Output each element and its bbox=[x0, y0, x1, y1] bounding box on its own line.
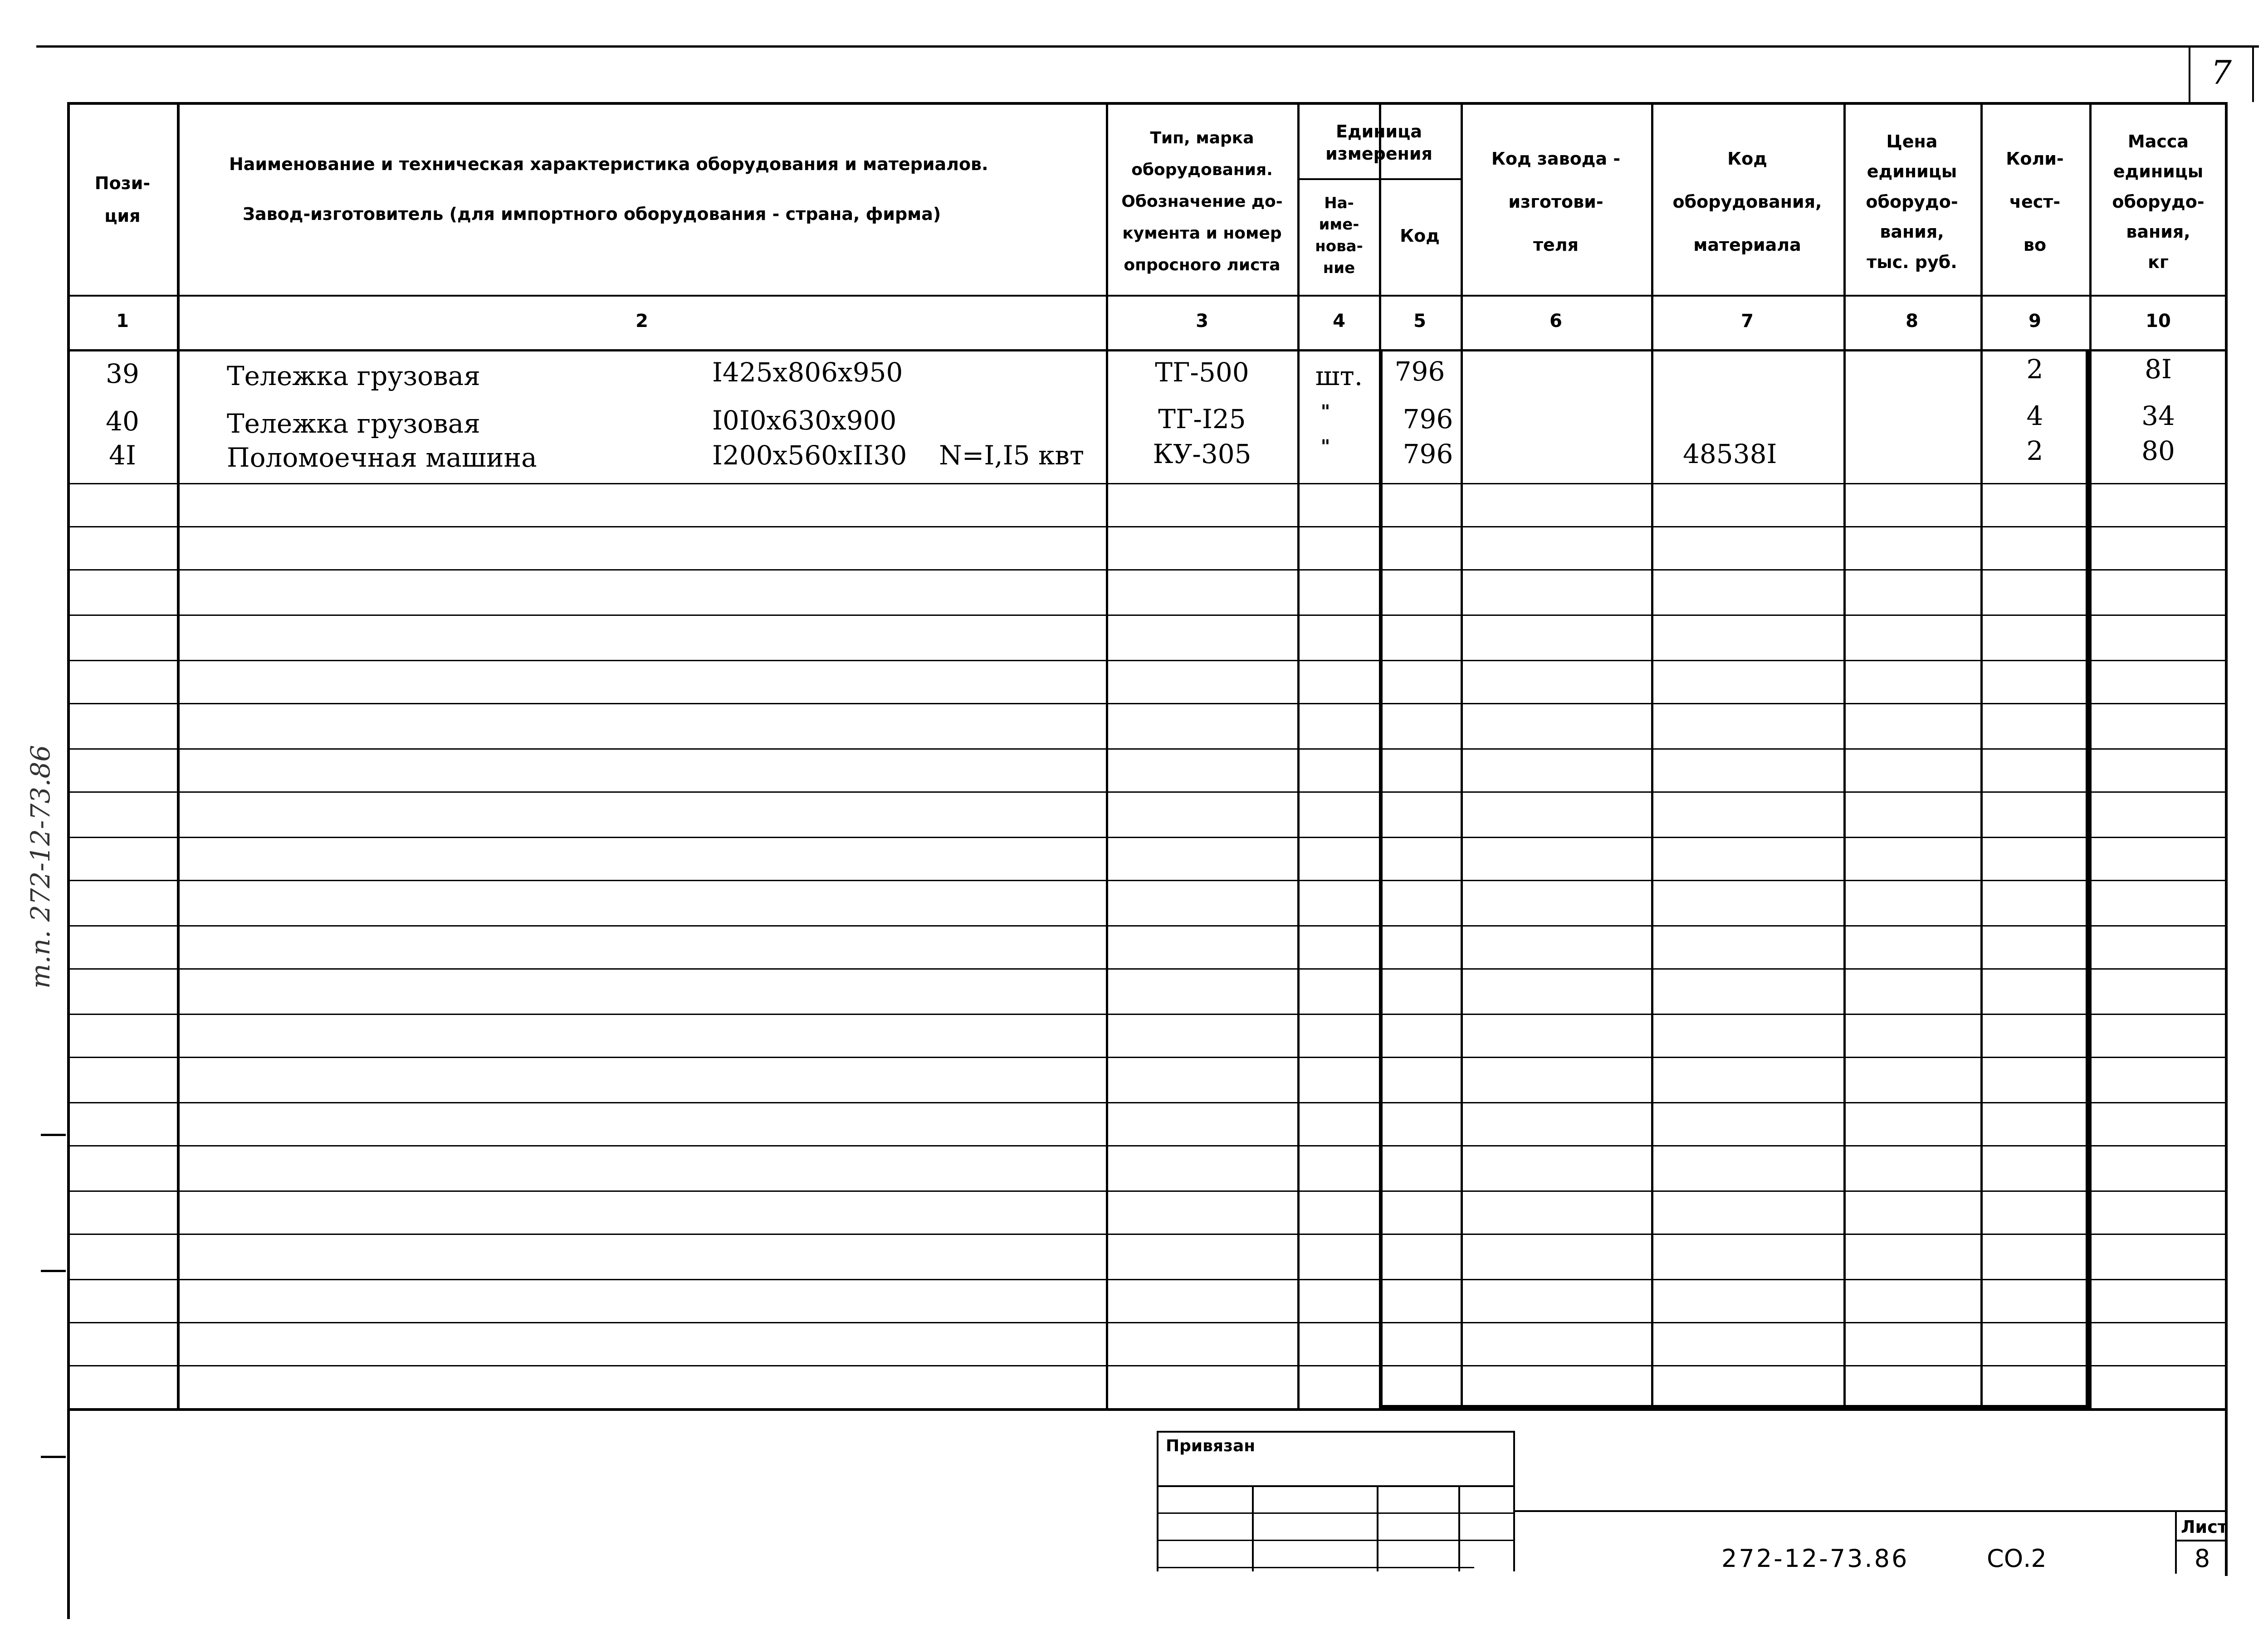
row-rule bbox=[67, 748, 2227, 750]
stamp-rule-3 bbox=[1157, 1540, 1515, 1541]
row-name: Тележка грузовая bbox=[227, 361, 480, 391]
col-number-4: 4 bbox=[1333, 311, 1345, 332]
header-equipment-code: Код оборудования, материала bbox=[1672, 148, 1822, 255]
row-dimensions: I200x560xII30 bbox=[712, 440, 907, 471]
row-rule bbox=[67, 483, 2227, 484]
col-number-10: 10 bbox=[2146, 311, 2171, 332]
header-factory-code: Код завода - изготови- теля bbox=[1491, 148, 1621, 255]
column-divider bbox=[1297, 102, 1300, 1408]
row-power: N=I,I5 квт bbox=[939, 440, 1084, 471]
row-rule bbox=[67, 1145, 2227, 1146]
row-rule bbox=[67, 837, 2227, 838]
col-number-1: 1 bbox=[116, 311, 129, 332]
row-rule bbox=[67, 1102, 2227, 1103]
top-rule bbox=[36, 45, 2259, 48]
row-type: ТГ-I25 bbox=[1158, 404, 1246, 434]
row-rule bbox=[67, 1014, 2227, 1015]
col-number-2: 2 bbox=[635, 311, 648, 332]
row-rule bbox=[67, 615, 2227, 616]
stamp-col-2 bbox=[1377, 1485, 1378, 1571]
row-rule bbox=[67, 1234, 2227, 1235]
column-divider bbox=[1843, 102, 1846, 1408]
row-name: Тележка грузовая bbox=[227, 408, 480, 439]
row-dimensions: I425x806x950 bbox=[712, 357, 903, 388]
col-number-5: 5 bbox=[1413, 311, 1426, 332]
col-number-8: 8 bbox=[1906, 311, 1918, 332]
row-quantity: 2 bbox=[2026, 435, 2043, 466]
stamp-top bbox=[1157, 1431, 1515, 1433]
row-position: 40 bbox=[106, 406, 139, 437]
document-code: 272-12-73.86 bbox=[1721, 1544, 1909, 1573]
col-number-9: 9 bbox=[2028, 311, 2041, 332]
row-mass: 34 bbox=[2141, 400, 2175, 431]
row-quantity: 4 bbox=[2026, 400, 2043, 431]
header-unit-group: Единица измерения bbox=[1325, 121, 1432, 164]
column-divider bbox=[1461, 102, 1463, 1408]
document-suffix: СО.2 bbox=[1987, 1544, 2047, 1573]
col-number-3: 3 bbox=[1196, 311, 1208, 332]
row-rule bbox=[67, 925, 2227, 927]
header-name-line1: Наименование и техническая характеристика оборудования и материалов. bbox=[229, 154, 988, 174]
column-divider bbox=[177, 102, 180, 1408]
row-rule bbox=[67, 1057, 2227, 1058]
row-rule bbox=[67, 1190, 2227, 1192]
sheet-box-rule bbox=[2175, 1540, 2227, 1541]
margin-designation: т.п. 272-12-73.86 bbox=[25, 745, 56, 989]
margin-tick bbox=[41, 1134, 66, 1136]
stamp-col-1 bbox=[1252, 1485, 1254, 1571]
row-rule bbox=[67, 660, 2227, 661]
column-divider bbox=[2089, 102, 2092, 1408]
page-number: 7 bbox=[2211, 54, 2232, 92]
stamp-rule-1 bbox=[1157, 1485, 1515, 1487]
thick-frame-bottom bbox=[1379, 1405, 2089, 1409]
row-rule bbox=[67, 1365, 2227, 1366]
row-unit: " bbox=[1320, 436, 1330, 457]
column-divider bbox=[1980, 102, 1983, 1408]
column-divider bbox=[1106, 102, 1108, 1408]
stamp-right bbox=[1513, 1431, 1515, 1571]
row-rule bbox=[67, 791, 2227, 793]
row-rule bbox=[67, 1322, 2227, 1323]
header-bottom-rule bbox=[67, 295, 2227, 297]
col-number-6: 6 bbox=[1549, 311, 1562, 332]
row-rule bbox=[67, 703, 2227, 704]
column-divider bbox=[1651, 102, 1653, 1408]
row-position: 39 bbox=[106, 358, 139, 389]
header-name-line2: Завод-изготовитель (для импортного оборудования - страна, фирма) bbox=[243, 204, 941, 224]
column-number-rule bbox=[67, 349, 2227, 351]
row-equipment-code: 48538I bbox=[1683, 439, 1777, 469]
header-position: Пози- ция bbox=[94, 173, 151, 226]
stamp-col-3 bbox=[1458, 1485, 1460, 1571]
sheet-label: Лист bbox=[2181, 1517, 2228, 1537]
row-rule bbox=[67, 880, 2227, 881]
row-mass: 80 bbox=[2141, 435, 2175, 466]
margin-tick bbox=[41, 1456, 66, 1458]
row-unit: шт. bbox=[1315, 361, 1363, 391]
row-dimensions: I0I0x630x900 bbox=[712, 405, 897, 436]
margin-tick bbox=[41, 1270, 66, 1272]
row-mass: 8I bbox=[2145, 354, 2172, 385]
row-name: Поломоечная машина bbox=[227, 442, 537, 473]
sheet-number: 8 bbox=[2194, 1544, 2210, 1573]
row-unit-code: 796 bbox=[1394, 356, 1445, 387]
thick-frame-left bbox=[1379, 349, 1383, 1408]
stamp-rule-4 bbox=[1157, 1567, 1474, 1568]
page-box-right bbox=[2252, 48, 2254, 102]
header-price: Цена единицы оборудо- вания, тыс. руб. bbox=[1866, 131, 1958, 272]
row-unit-code: 796 bbox=[1403, 404, 1453, 434]
row-position: 4I bbox=[109, 440, 136, 471]
thick-frame-right bbox=[2086, 349, 2089, 1408]
row-rule bbox=[67, 1279, 2227, 1280]
stamp-rule-2 bbox=[1157, 1512, 1515, 1514]
row-quantity: 2 bbox=[2026, 354, 2043, 385]
header-mass: Масса единицы оборудо- вания, кг bbox=[2112, 131, 2204, 272]
header-quantity: Коли- чест- во bbox=[2006, 148, 2064, 255]
row-type: ТГ-500 bbox=[1155, 357, 1249, 388]
header-unit-name: На- име- нова- ние bbox=[1315, 194, 1363, 277]
row-unit: " bbox=[1320, 401, 1330, 422]
row-rule bbox=[67, 968, 2227, 970]
row-type: КУ-305 bbox=[1153, 439, 1251, 469]
sheet-box-left bbox=[2175, 1510, 2177, 1574]
header-unit-code: Код bbox=[1400, 225, 1440, 246]
row-rule bbox=[67, 569, 2227, 571]
title-block-top bbox=[1515, 1510, 2227, 1512]
header-type: Тип, марка оборудования. Обозначение до- кумента и номер опросного листа bbox=[1121, 128, 1283, 275]
bound-label: Привязан bbox=[1166, 1437, 1256, 1455]
table-border-top bbox=[67, 102, 2227, 105]
row-rule bbox=[67, 526, 2227, 527]
row-unit-code: 796 bbox=[1403, 439, 1453, 469]
stamp-left bbox=[1157, 1431, 1158, 1571]
col-number-7: 7 bbox=[1741, 311, 1754, 332]
